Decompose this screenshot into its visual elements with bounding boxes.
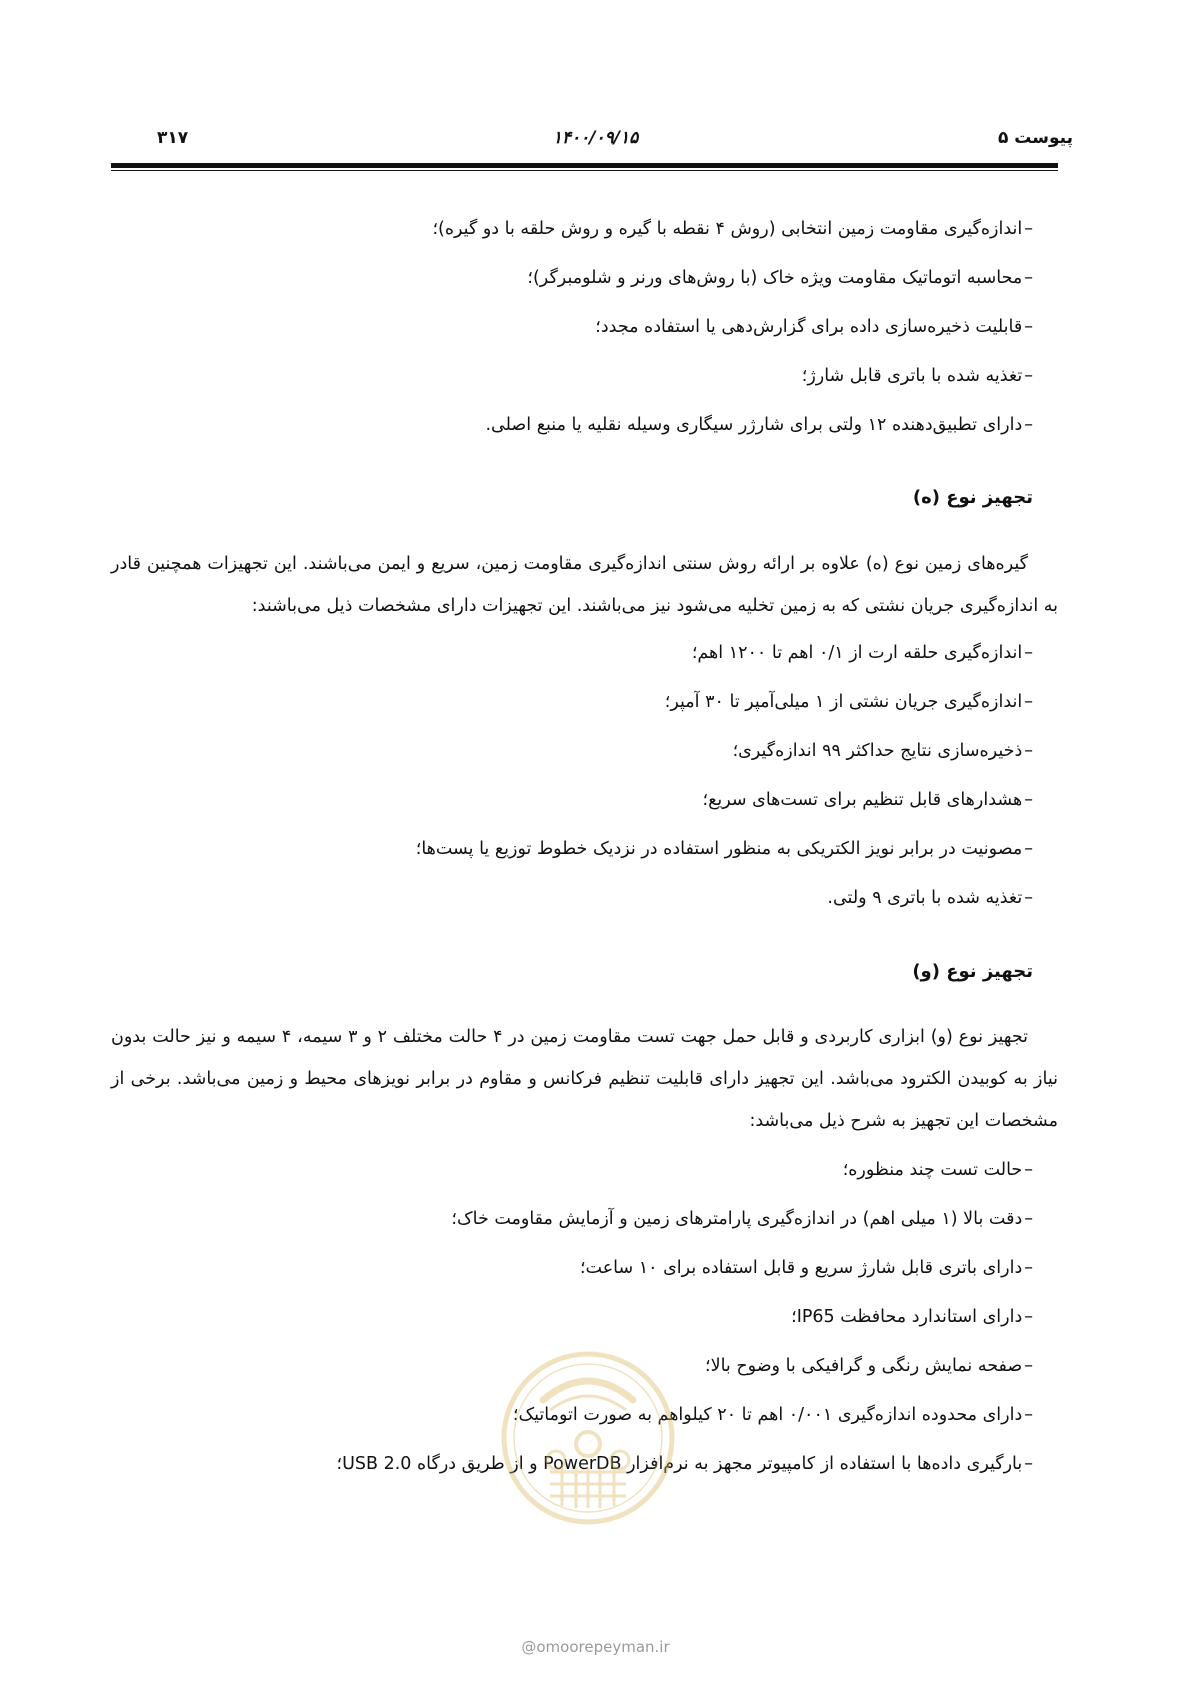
section-h-paragraph: گیره‌های زمین نوع (ه) علاوه بر ارائه روش سنتی اندازه‌گیری مقاومت زمین، سریع و ایمن می‌باشند. این تجهیزات همچنین قادر به اندازه‌گیری جریان نشتی که به زمین تخلیه می‌شود نیز می‌باشند. این تجهیزات دارای مشخصات ذیل می‌باشند: xyxy=(111,554,1058,616)
list-item: – دقت بالا (۱ میلی اهم) در اندازه‌گیری پارامترهای زمین و آزمایش مقاومت خاک؛ xyxy=(111,1195,1033,1244)
list-item: – صفحه نمایش رنگی و گرافیکی با وضوح بالا؛ xyxy=(111,1342,1033,1391)
main-content xyxy=(111,205,1058,1489)
list-item: – حالت تست چند منظوره؛ xyxy=(111,1146,1033,1195)
list-item: – اندازه‌گیری جریان نشتی از ۱ میلی‌آمپر تا ۳۰ آمپر؛ xyxy=(111,678,1033,727)
list-item: – مصونیت در برابر نویز الکتریکی به منظور استفاده در نزدیک خطوط توزیع یا پست‌ها؛ xyxy=(111,825,1033,874)
list-item: – قابلیت ذخیره‌سازی داده برای گزارش‌دهی یا استفاده مجدد؛ xyxy=(111,303,1033,352)
header-rule-thin xyxy=(111,170,1058,171)
list-item: – اندازه‌گیری مقاومت زمین انتخابی (روش ۴ نقطه با گیره و روش حلقه با دو گیره)؛ xyxy=(111,205,1033,254)
list-item: – ذخیره‌سازی نتایج حداکثر ۹۹ اندازه‌گیری؛ xyxy=(111,727,1033,776)
page-number: ۳۱۷ xyxy=(157,128,189,148)
list-item: – دارای تطبیق‌دهنده ۱۲ ولتی برای شارژر سیگاری وسیله نقلیه یا منبع اصلی. xyxy=(111,401,1033,450)
section-h-bullet-list xyxy=(111,629,1058,923)
section-heading-v: تجهیز نوع (و) xyxy=(912,961,1033,982)
list-item: – بارگیری داده‌ها با استفاده از کامپیوتر مجهز به نرم‌افزار PowerDB و از طریق درگاه USB 2.0؛ xyxy=(111,1440,1033,1489)
list-item: – محاسبه اتوماتیک مقاومت ویژه خاک (با روش‌های ورنر و شلومبرگر)؛ xyxy=(111,254,1033,303)
footer-url: @omoorepeyman.ir xyxy=(521,1638,670,1656)
section-v-paragraph: تجهیز نوع (و) ابزاری کاربردی و قابل حمل جهت تست مقاومت زمین در ۴ حالت مختلف ۲ و ۳ سیمه، ۴ سیمه و نیز حالت بدون نیاز به کوبیدن الکترود می‌باشد. این تجهیز دارای قابلیت تنظیم فرکانس و مقاوم در برابر نویزهای محیط و زمین می‌باشد. برخی از مشخصات این تجهیز به شرح ذیل می‌باشد: xyxy=(111,1027,1058,1131)
list-item: – تغذیه شده با باتری ۹ ولتی. xyxy=(111,874,1033,923)
intro-bullet-list xyxy=(111,205,1058,450)
appendix-label: پیوست ۵ xyxy=(997,128,1073,148)
seal-logo-icon xyxy=(498,1348,678,1528)
list-item: – تغذیه شده با باتری قابل شارژ؛ xyxy=(111,352,1033,401)
section-heading-h: تجهیز نوع (ه) xyxy=(912,487,1033,508)
list-item: – دارای باتری قابل شارژ سریع و قابل استفاده برای ۱۰ ساعت؛ xyxy=(111,1244,1033,1293)
list-item: – دارای محدوده اندازه‌گیری ۰/۰۰۱ اهم تا ۲۰ کیلواهم به صورت اتوماتیک؛ xyxy=(111,1391,1033,1440)
list-item: – دارای استاندارد محافظت IP65؛ xyxy=(111,1293,1033,1342)
list-item: – اندازه‌گیری حلقه ارت از ۰/۱ اهم تا ۱۲۰۰ اهم؛ xyxy=(111,629,1033,678)
header-date: ۱۴۰۰/۰۹/۱۵ xyxy=(552,128,639,148)
header-rule xyxy=(111,163,1058,168)
list-item: – هشدارهای قابل تنظیم برای تست‌های سریع؛ xyxy=(111,776,1033,825)
